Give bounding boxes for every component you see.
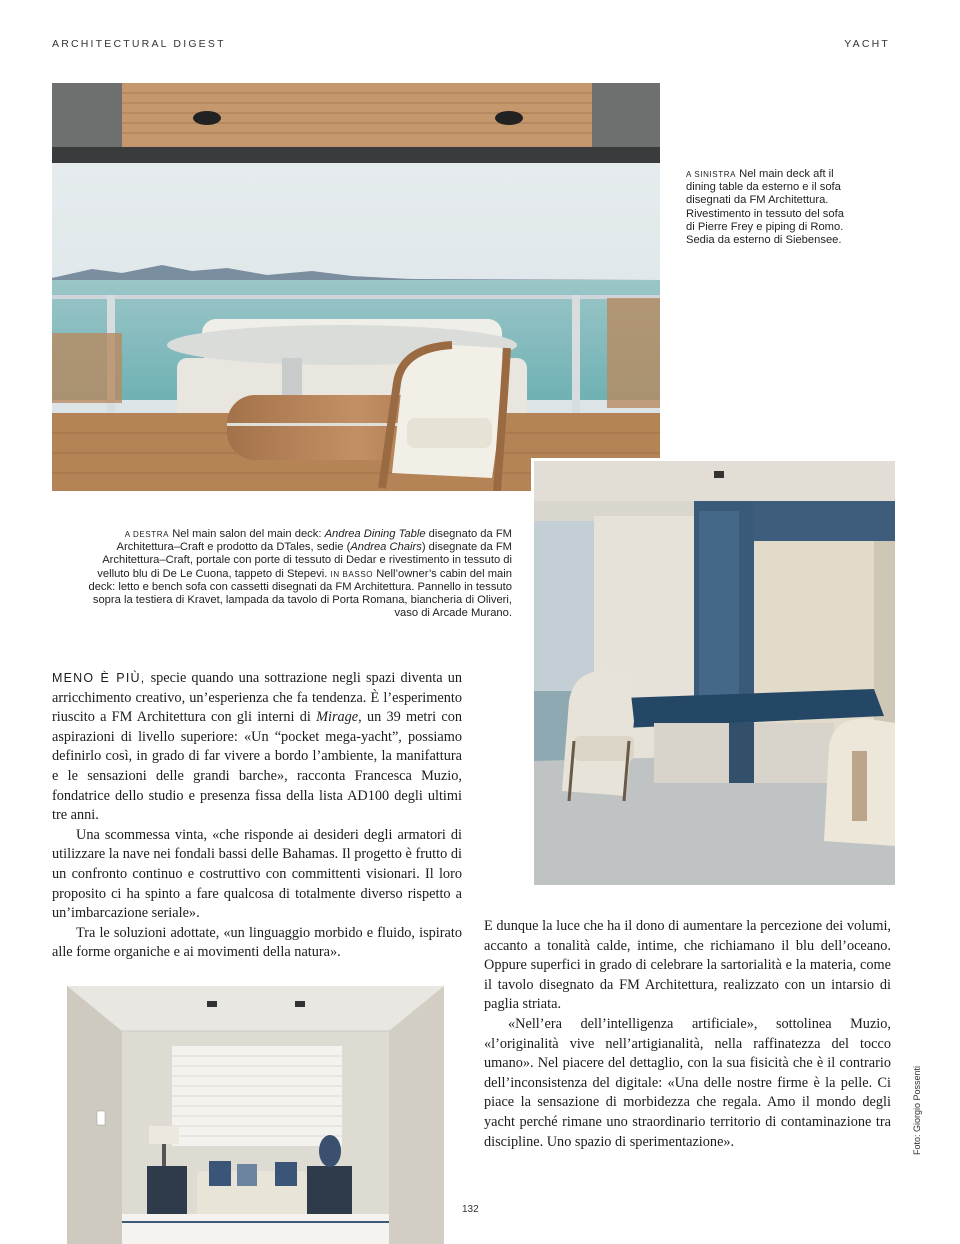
salon-photo	[531, 458, 898, 888]
article-paragraph: E dunque la luce che ha il dono di aumentare la percezione dei volumi, accanto a tonalità calde, intime, che richiamano il blu dell’oceano. Oppure superfici in grado di celebrare la sartorialità e la materia, come il tavolo disegnato da FM Architettura, realizzato con un intarsio di paglia striata.	[484, 918, 891, 1013]
article-paragraph: Una scommessa vinta, «che risponde ai desideri degli armatori di utilizzare la nave nei fondali bassi delle Bahamas. Il progetto è frutto di un confronto continuo e costruttivo con committenti visionari. Il loro proposito ci ha spinto a fare qualcosa di totalmente diverso rispetto a un’imbarcazione seriale».	[52, 826, 462, 922]
section-name: YACHT	[844, 38, 890, 50]
caption-lead: IN BASSO	[330, 569, 374, 579]
caption-lead: A DESTRA	[124, 530, 170, 539]
article-column-right	[484, 917, 891, 1152]
caption-text: disegnato da FM Architettura–Craft e prodotto da DTales, sedie (	[116, 528, 512, 554]
article-column-left	[52, 669, 462, 963]
article-paragraph	[52, 669, 462, 826]
article-lead: MENO È PIÙ,	[52, 671, 146, 685]
caption-text: ) disegnate da FM Architettura–Craft, portale con porte di tessuto di Dedar e rivestimento in tessuto di velluto blu di De Le Cuona, tappeto di Stepevi.	[97, 541, 512, 580]
caption-salon-cabin	[70, 528, 512, 620]
caption-text: Nel main deck aft il dining table da esterno e il sofa disegnati da FM Architettura. Rivestimento in tessuto del sofa di Pierre Frey e piping di Romo. Sedia da esterno di Siebensee.	[686, 168, 844, 247]
deck-photo	[52, 83, 660, 491]
photo-credit: Foto: Giorgio Possenti	[912, 1065, 922, 1155]
magazine-name: ARCHITECTURAL DIGEST	[52, 38, 226, 50]
caption-text: Nel main salon del main deck:	[172, 528, 322, 540]
cabin-photo	[67, 986, 444, 1244]
article-paragraph: «Nell’era dell’intelligenza artificiale», sottolinea Muzio, «l’originalità vive nell’artigianalità, nella raffinatezza del tocco umano». Nel piacere del dettaglio, con la sua fisicità che è il contrario dell’inconsistenza del digitale: «Una delle nostre firme è la pelle. Ci piace la sensazione di morbidezza che regala. Amo il mondo degli yacht perché rimane uno straordinario territorio di contaminazione tra discipline. Uno spazio di sperimentazione».	[484, 1015, 891, 1150]
caption-em: Andrea Chairs	[350, 541, 422, 554]
article-paragraph: Tra le soluzioni adottate, «un linguaggio morbido e fluido, ispirato alle forme organiche e ai movimenti della natura».	[52, 924, 462, 961]
article-text: specie quando una sottrazione negli spazi diventa un arricchimento creativo, un’esperienza che fa tendenza. È l’esperimento riuscito a FM Architettura con gli interni di	[52, 670, 463, 726]
caption-deck	[686, 168, 846, 247]
page-number: 132	[462, 1204, 479, 1215]
caption-text: Nell’owner’s cabin del main deck: letto e bench sofa con cassetti disegnati da FM Architettura. Pannello in tessuto sopra la testiera di Kravet, lampada da tavolo di Porta Romana, biancheria di Oliveri, vaso di Arcade Murano.	[88, 567, 512, 620]
article-text: , un 39 metri con aspirazioni di livello superiore: «Un “pocket mega-yacht”, possiamo definirlo così, in grado di far vivere a bordo l’ambiente, la manifattura e le sensazioni delle grandi barche», racconta Francesca Muzio, fondatrice dello studio e presenza fissa della lista AD100 degli ultimi tre anni.	[52, 709, 462, 824]
caption-lead: A SINISTRA	[686, 170, 737, 179]
yacht-name: Mirage	[316, 709, 359, 726]
caption-em: Andrea Dining Table	[324, 528, 426, 540]
